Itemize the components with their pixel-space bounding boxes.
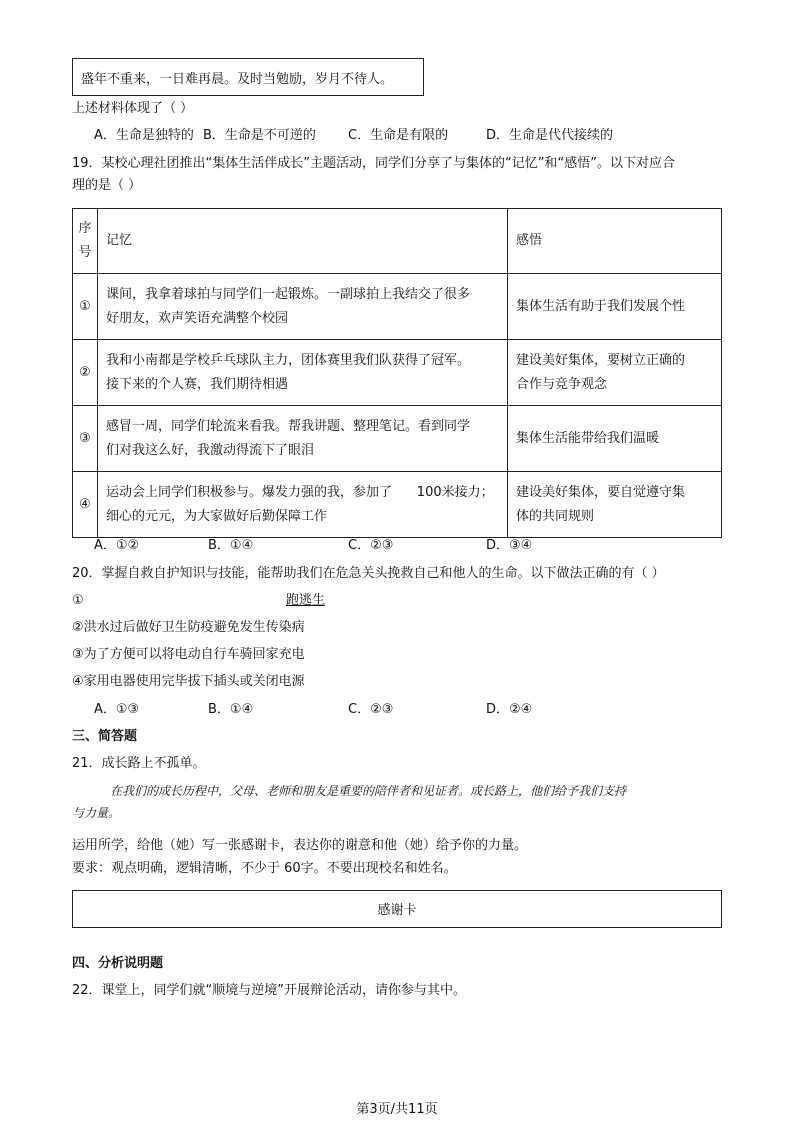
row-insight	[508, 340, 722, 406]
q21-requirement: 要求：观点明确，逻辑清晰，不少于 60字。不要出现校名和姓名。	[72, 861, 457, 876]
quote-text: 盛年不重来，一日难再晨。及时当勉励，岁月不待人。	[81, 72, 394, 87]
q20-option-a: A．①③	[94, 702, 140, 717]
memory-table	[72, 208, 722, 538]
q22-stem: 22．课堂上，同学们就“顺境与逆境”开展辩论活动，请你参与其中。	[72, 983, 467, 998]
thank-you-card-title: 感谢卡	[377, 903, 417, 918]
section-4-heading: 四、分析说明题	[72, 956, 164, 971]
q19-option-d: D．③④	[486, 538, 533, 553]
row-number: ②	[73, 340, 98, 406]
q19-option-c: C．②③	[348, 538, 394, 553]
q18-option-a: A．生命是独特的	[94, 128, 194, 143]
q19-stem-line1: 19．某校心理社团推出“集体生活伴成长”主题活动，同学们分享了与集体的“记忆”和“感悟”。以下对应合	[72, 156, 675, 171]
header-insight: 感悟	[508, 209, 722, 274]
row-memory	[98, 274, 508, 340]
q20-item1-number: ①	[72, 593, 84, 608]
table-row	[73, 340, 722, 406]
q20-item1-text: 跑逃生	[286, 593, 326, 608]
q20-item4: ④家用电器使用完毕拔下插头或关闭电源	[72, 674, 305, 689]
row-insight	[508, 472, 722, 538]
memory-line: 运动会上同学们积极参与。爆发力强的我，参加了 100米接力；	[106, 484, 494, 500]
q18-stem: 上述材料体现了（ ）	[72, 101, 194, 116]
page-footer: 第3页/共11页	[356, 1102, 438, 1117]
row-memory	[98, 340, 508, 406]
q21-material-line1: 在我们的成长历程中，父母、老师和朋友是重要的陪伴者和见证者。成长路上，他们给予我们支持	[110, 784, 627, 798]
row-memory	[98, 406, 508, 472]
table-row	[73, 406, 722, 472]
q21-stem: 21．成长路上不孤单。	[72, 756, 206, 771]
quote-box	[72, 58, 424, 96]
q20-option-c: C．②③	[348, 702, 394, 717]
section-3-heading: 三、简答题	[72, 729, 138, 744]
memory-line: 我和小南都是学校乒乓球队主力，团体赛里我们队获得了冠军。	[106, 352, 471, 368]
memory-line: 好朋友，欢声笑语充满整个校园	[106, 310, 289, 326]
table-row	[73, 472, 722, 538]
q20-option-b: B．①④	[208, 702, 254, 717]
row-insight	[508, 274, 722, 340]
insight-line: 建设美好集体，要自觉遵守集	[516, 484, 686, 500]
row-number: ④	[73, 472, 98, 538]
memory-line: 接下来的个人赛，我们期待相遇	[106, 376, 289, 392]
q19-option-b: B．①④	[208, 538, 254, 553]
header-number	[73, 209, 98, 274]
insight-line: 建设美好集体，要树立正确的	[516, 352, 686, 368]
q20-item2: ②洪水过后做好卫生防疫避免发生传染病	[72, 620, 305, 635]
row-number: ③	[73, 406, 98, 472]
insight-line: 集体生活能带给我们温暖	[516, 430, 660, 446]
row-insight	[508, 406, 722, 472]
header-memory: 记忆	[98, 209, 508, 274]
q18-option-b: B．生命是不可逆的	[203, 128, 316, 143]
q19-option-a: A．①②	[94, 538, 140, 553]
q20-stem: 20．掌握自救自护知识与技能，能帮助我们在危急关头挽救自己和他人的生命。以下做法正确的有（ ）	[72, 566, 665, 581]
row-memory	[98, 472, 508, 538]
insight-line: 体的共同规则	[516, 508, 595, 524]
q21-task: 运用所学，给他（她）写一张感谢卡，表达你的谢意和他（她）给予你的力量。	[72, 838, 528, 853]
table-header-row	[73, 209, 722, 274]
q20-option-d: D．②④	[486, 702, 533, 717]
table-row	[73, 274, 722, 340]
memory-line: 细心的元元，为大家做好后勤保障工作	[106, 508, 328, 524]
q18-option-c: C．生命是有限的	[348, 128, 449, 143]
thank-you-card-box	[72, 890, 722, 928]
header-number-line2: 号	[78, 245, 92, 260]
q21-material-line2: 与力量。	[72, 806, 121, 820]
q18-option-d: D．生命是代代接续的	[486, 128, 614, 143]
memory-line: 感冒一周，同学们轮流来看我。帮我讲题、整理笔记。看到同学	[106, 418, 471, 434]
row-number: ①	[73, 274, 98, 340]
insight-line: 合作与竞争观念	[516, 376, 608, 392]
memory-line: 课间，我拿着球拍与同学们一起锻炼。一副球拍上我结交了很多	[106, 286, 471, 302]
q19-stem-line2: 理的是（ ）	[72, 178, 142, 193]
q20-item3: ③为了方便可以将电动自行车骑回家充电	[72, 647, 305, 662]
header-number-line1: 序	[78, 221, 92, 236]
insight-line: 集体生活有助于我们发展个性	[516, 298, 686, 314]
memory-line: 们对我这么好，我激动得流下了眼泪	[106, 442, 315, 458]
